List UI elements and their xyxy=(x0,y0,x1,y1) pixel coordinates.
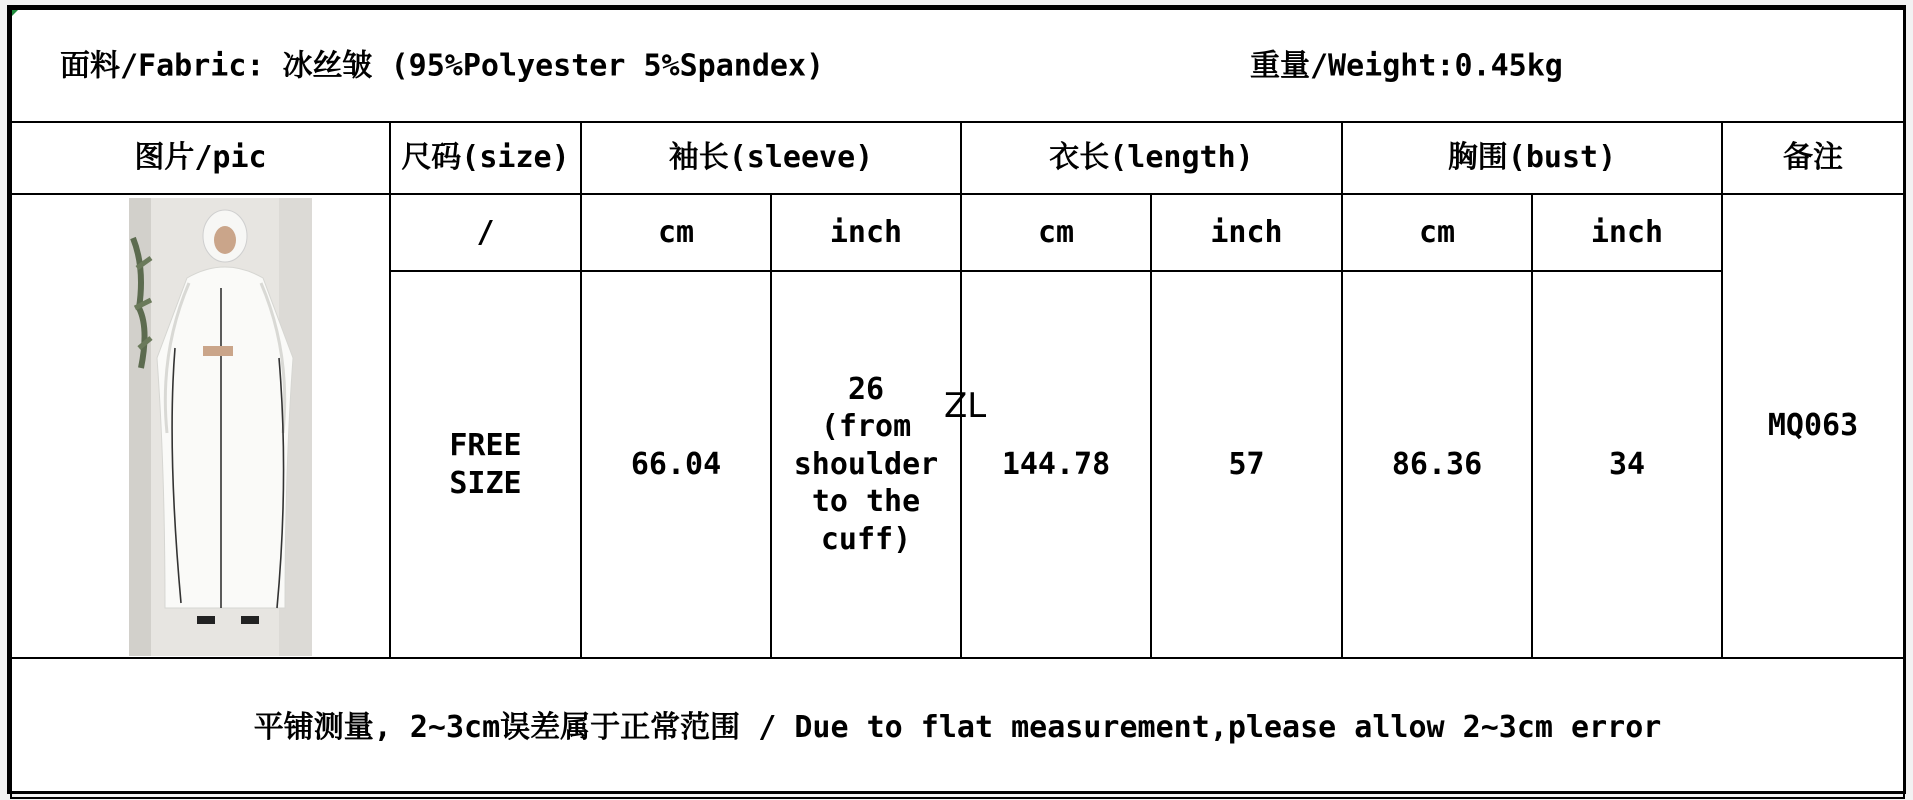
footer-row xyxy=(11,658,1904,798)
header-row xyxy=(11,122,1904,194)
header-pic: 图片/pic xyxy=(11,122,390,194)
bust-cm-value: 86.36 xyxy=(1342,271,1532,658)
size-value-line2: SIZE xyxy=(449,465,522,501)
unit-row xyxy=(11,194,1904,271)
sleeve-inch-value xyxy=(771,271,961,658)
size-chart-sheet xyxy=(7,5,1906,794)
fabric-info: 面料/Fabric: 冰丝皱 (95%Polyester 5%Spandex) xyxy=(60,47,825,83)
sleeve-inch-line: to the xyxy=(811,484,921,520)
header-size: 尺码(size) xyxy=(390,122,581,194)
bust-inch-value: 34 xyxy=(1532,271,1722,658)
unit-bust-inch: inch xyxy=(1532,194,1722,271)
sleeve-cm-value: 66.04 xyxy=(581,271,771,658)
unit-length-inch: inch xyxy=(1151,194,1342,271)
note-value: MQ063 xyxy=(1722,194,1904,658)
header-sleeve: 袖长(sleeve) xyxy=(581,122,961,194)
watermark: ZL xyxy=(944,386,987,426)
product-photo xyxy=(129,198,312,656)
unit-length-cm: cm xyxy=(961,194,1151,271)
size-value-line1: FREE xyxy=(449,428,522,463)
length-cm-value: 144.78 xyxy=(961,271,1151,658)
unit-sleeve-inch: inch xyxy=(771,194,961,271)
unit-sleeve-cm: cm xyxy=(581,194,771,271)
footer-cell xyxy=(11,658,1904,798)
unit-bust-cm: cm xyxy=(1342,194,1532,271)
fabric-weight-row xyxy=(11,9,1904,122)
sleeve-inch-line: 26 xyxy=(847,371,885,407)
weight-info: 重量/Weight:0.45kg xyxy=(1250,47,1563,83)
sleeve-inch-line: (from xyxy=(820,409,912,445)
header-note: 备注 xyxy=(1722,122,1904,194)
size-value xyxy=(390,271,581,658)
sleeve-inch-line: cuff) xyxy=(820,521,912,557)
product-picture-cell xyxy=(11,194,390,658)
header-bust: 胸围(bust) xyxy=(1342,122,1722,194)
length-inch-value: 57 xyxy=(1151,271,1342,658)
measurement-note: 平铺测量, 2~3cm误差属于正常范围 / Due to flat measurement,please allow 2~3cm error xyxy=(253,710,1662,746)
unit-size: / xyxy=(390,194,581,271)
abaya-model-image xyxy=(129,198,312,656)
header-length: 衣长(length) xyxy=(961,122,1342,194)
sleeve-inch-line: shoulder xyxy=(793,446,939,482)
fabric-weight-cell xyxy=(11,9,1904,122)
